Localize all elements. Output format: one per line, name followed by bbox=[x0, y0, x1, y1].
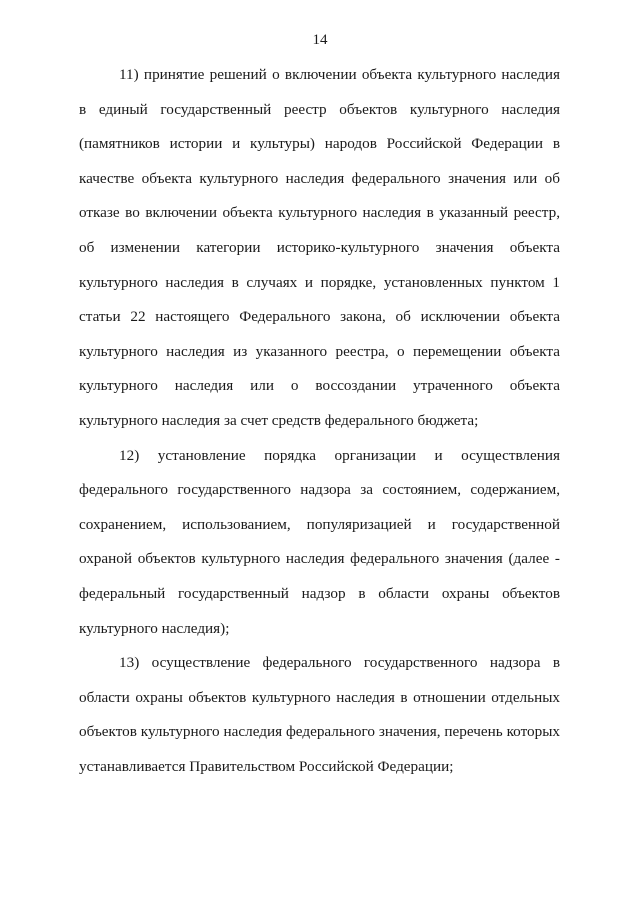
page-number: 14 bbox=[312, 32, 328, 48]
paragraph-item-13: 13) осуществление федерального государственного надзора в области охраны объектов культурного наследия в отношении отдельных объектов культурного наследия федерального значения, перечень которых устанавливается Правительством Российской Федерации; bbox=[79, 654, 560, 775]
paragraph-item-12: 12) установление порядка организации и осуществления федерального государственного надзора за состоянием, содержанием, сохранением, использованием, популяризацией и государственной охраной объектов культурного наследия федерального значения (далее - федеральный государственный надзор в области охраны объектов культурного наследия); bbox=[79, 446, 560, 637]
document-body bbox=[79, 58, 560, 784]
paragraph-item-11: 11) принятие решений о включении объекта культурного наследия в единый государственный реестр объектов культурного наследия (памятников истории и культуры) народов Российской Федерации в качестве объекта культурного наследия федерального значения или об отказе во включении объекта культурного наследия в указанный реестр, об изменении категории историко-культурного значения объекта культурного наследия в случаях и порядке, установленных пунктом 1 статьи 22 настоящего Федерального закона, об исключении объекта культурного наследия из указанного реестра, о перемещении объекта культурного наследия или о воссоздании утраченного объекта культурного наследия за счет средств федерального бюджета; bbox=[79, 66, 560, 429]
